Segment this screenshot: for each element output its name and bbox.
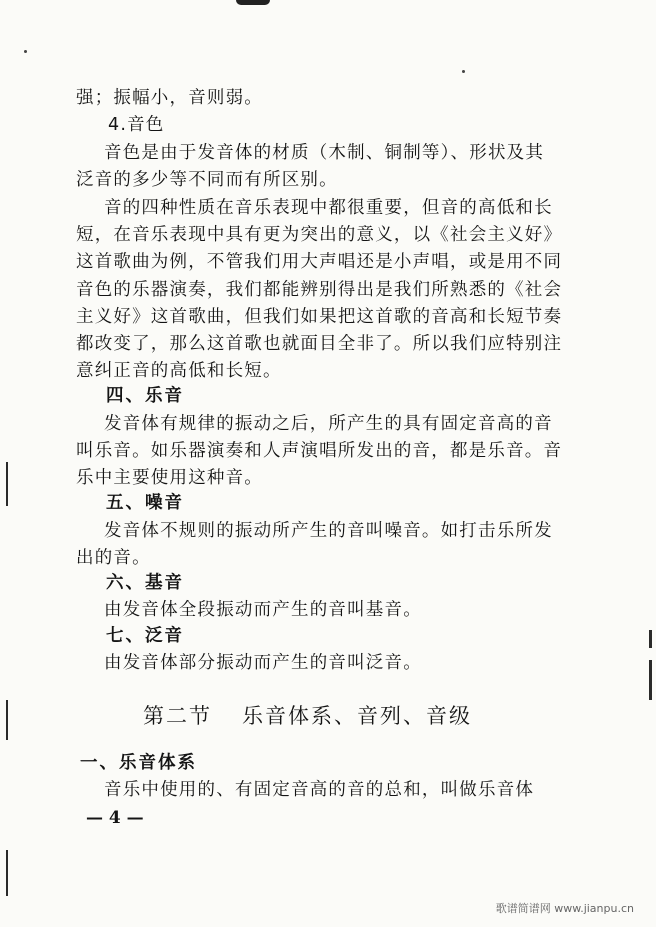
body-line: 主义好》这首歌曲，但我们如果把这首歌的音高和长短节奏 [76, 307, 563, 327]
body-line: 都改变了，那么这首歌也就面目全非了。所以我们应特别注 [76, 334, 563, 354]
heading-noise: 五、噪音 [106, 493, 184, 513]
body-line: 由发音体全段振动而产生的音叫基音。 [104, 600, 422, 620]
body-line: 音的四种性质在音乐表现中都很重要，但音的高低和长 [104, 198, 553, 218]
scan-edge-mark [6, 462, 8, 506]
scan-speck [462, 70, 465, 73]
body-line: 泛音的多少等不同而有所区别。 [76, 170, 338, 190]
body-line: 强；振幅小，音则弱。 [76, 88, 263, 108]
body-line: 由发音体部分振动而产生的音叫泛音。 [104, 653, 422, 673]
heading-fundamental: 六、基音 [106, 573, 184, 593]
scan-speck [24, 50, 27, 53]
body-line: 这首歌曲为例，不管我们用大声唱还是小声唱，或是用不同 [76, 252, 563, 272]
heading-overtone: 七、泛音 [106, 626, 184, 646]
body-line: 音色是由于发音体的材质（木制、铜制等）、形状及其 [104, 143, 545, 163]
page-number: — 4 — [86, 808, 144, 828]
section-number: 第二节 [143, 704, 212, 728]
scan-edge-mark [6, 850, 8, 896]
subsection-heading-timbre: 4.音色 [108, 115, 165, 135]
body-line: 发音体有规律的振动之后，所产生的具有固定音高的音 [104, 414, 553, 434]
body-line: 短，在音乐表现中具有更为突出的意义，以《社会主义好》 [76, 225, 563, 245]
body-line: 叫乐音。如乐器演奏和人声演唱所发出的音，都是乐音。音 [76, 441, 563, 461]
body-line: 音色的乐器演奏，我们都能辨别得出是我们所熟悉的《社会 [76, 280, 563, 300]
scan-edge-mark [649, 660, 652, 700]
scan-edge-mark [6, 700, 8, 740]
section-title [143, 702, 472, 730]
body-line: 乐中主要使用这种音。 [76, 468, 263, 488]
body-line: 音乐中使用的、有固定音高的音的总和，叫做乐音体 [104, 780, 535, 800]
scan-edge-mark [649, 630, 652, 648]
scan-binding-mark [236, 0, 270, 5]
watermark: 歌谱简谱网 www.jianpu.cn [495, 902, 634, 915]
section-title-text: 乐音体系、音列、音级 [242, 704, 472, 728]
heading-musical-tone: 四、乐音 [106, 386, 184, 406]
body-line: 发音体不规则的振动所产生的音叫噪音。如打击乐所发 [104, 521, 553, 541]
heading-tone-system: 一、乐音体系 [80, 753, 197, 773]
body-line: 出的音。 [76, 548, 151, 568]
body-line: 意纠正音的高低和长短。 [76, 361, 282, 381]
